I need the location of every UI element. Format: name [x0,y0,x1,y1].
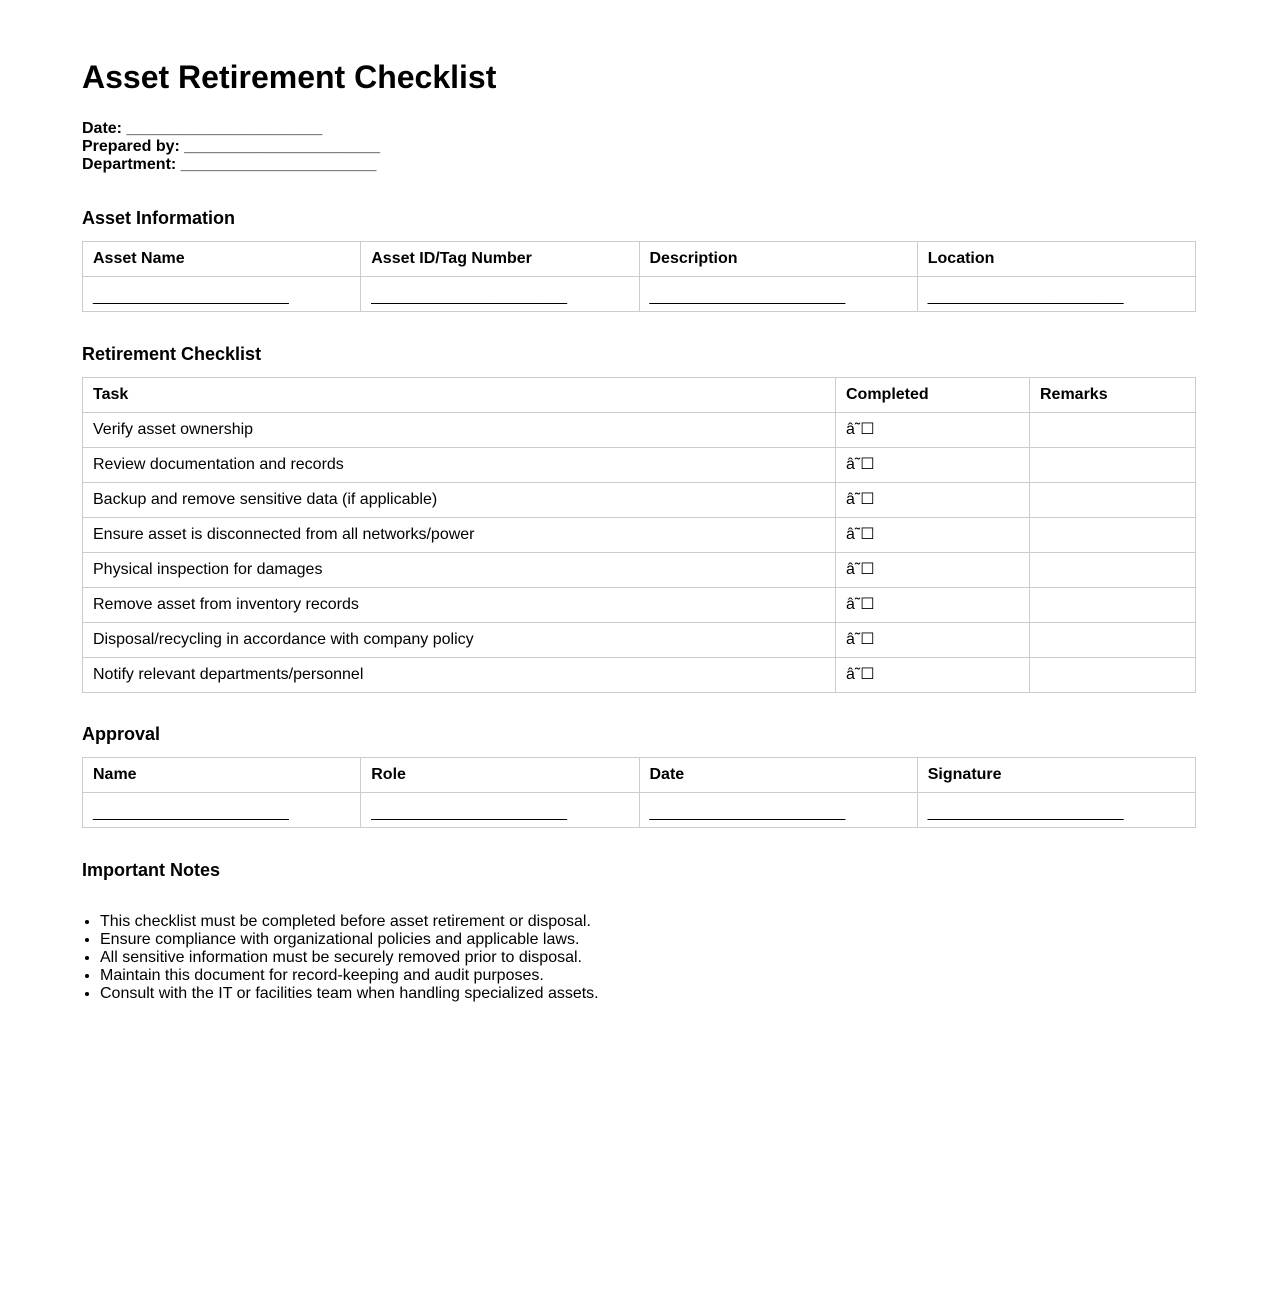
list-item: • Ensure compliance with organizational policies and applicable laws. [100,931,1196,949]
task-cell: Review documentation and records [83,448,836,483]
table-row [83,483,1196,518]
column-header: Asset ID/Tag Number [361,242,639,277]
table-row [83,658,1196,693]
blank-line[interactable]: ______________________ [927,804,1124,821]
task-cell: Notify relevant departments/personnel [83,658,836,693]
completed-checkbox[interactable]: â˜☐ [836,483,1030,518]
table-cell[interactable] [639,793,917,828]
list-item: • This checklist must be completed before asset retirement or disposal. [100,913,1196,931]
remarks-cell[interactable] [1030,483,1196,518]
page-title: Asset Retirement Checklist [82,59,497,95]
meta-department-field[interactable]: ______________________ [180,156,377,173]
blank-line[interactable]: ______________________ [649,288,846,305]
checklist-table [82,377,1196,693]
remarks-cell[interactable] [1030,518,1196,553]
completed-checkbox[interactable]: â˜☐ [836,553,1030,588]
table-row [83,623,1196,658]
completed-checkbox[interactable]: â˜☐ [836,413,1030,448]
task-cell: Ensure asset is disconnected from all networks/power [83,518,836,553]
column-header: Asset Name [83,242,361,277]
remarks-cell[interactable] [1030,448,1196,483]
column-header: Location [917,242,1195,277]
notes-list [82,913,1196,1003]
list-item: • All sensitive information must be securely removed prior to disposal. [100,949,1196,967]
task-cell: Physical inspection for damages [83,553,836,588]
meta-date-label: Date: [82,120,123,137]
blank-line[interactable]: ______________________ [649,804,846,821]
asset-info-heading: Asset Information [82,208,236,228]
table-row [83,413,1196,448]
blank-line[interactable]: ______________________ [371,288,568,305]
task-cell: Verify asset ownership [83,413,836,448]
table-header-row [83,758,1196,793]
remarks-cell[interactable] [1030,553,1196,588]
completed-checkbox[interactable]: â˜☐ [836,658,1030,693]
column-header: Name [83,758,361,793]
meta-prepared-by-label: Prepared by: [82,138,180,155]
meta-prepared-by [82,138,1196,156]
remarks-cell[interactable] [1030,413,1196,448]
list-item: • Maintain this document for record-keeping and audit purposes. [100,967,1196,985]
table-cell[interactable] [361,793,639,828]
blank-line[interactable]: ______________________ [93,804,289,821]
document-meta [82,120,1196,174]
completed-checkbox[interactable]: â˜☐ [836,623,1030,658]
table-header-row [83,378,1196,413]
table-cell[interactable] [639,277,917,312]
table-cell[interactable] [83,277,361,312]
list-item: • Consult with the IT or facilities team when handling specialized assets. [100,985,1196,1003]
meta-department [82,156,1196,174]
table-cell[interactable] [361,277,639,312]
table-header-row [83,242,1196,277]
notes-heading: Important Notes [82,860,221,880]
task-cell: Disposal/recycling in accordance with company policy [83,623,836,658]
task-cell: Remove asset from inventory records [83,588,836,623]
completed-checkbox[interactable]: â˜☐ [836,518,1030,553]
meta-date-field[interactable]: ______________________ [126,120,323,137]
checklist-heading: Retirement Checklist [82,344,262,364]
remarks-cell[interactable] [1030,623,1196,658]
remarks-cell[interactable] [1030,658,1196,693]
meta-department-label: Department: [82,156,177,173]
asset-info-table [82,241,1196,312]
column-header: Signature [917,758,1195,793]
column-header: Role [361,758,639,793]
approval-heading: Approval [82,724,161,744]
table-cell[interactable] [83,793,361,828]
table-cell[interactable] [917,793,1195,828]
meta-date [82,120,1196,138]
blank-line[interactable]: ______________________ [371,804,568,821]
table-row [83,277,1196,312]
column-header: Task [83,378,836,413]
column-header: Completed [836,378,1030,413]
meta-prepared-by-field[interactable]: ______________________ [184,138,381,155]
table-row [83,448,1196,483]
remarks-cell[interactable] [1030,588,1196,623]
completed-checkbox[interactable]: â˜☐ [836,588,1030,623]
completed-checkbox[interactable]: â˜☐ [836,448,1030,483]
table-row [83,518,1196,553]
table-cell[interactable] [917,277,1195,312]
blank-line[interactable]: ______________________ [927,288,1124,305]
approval-table [82,757,1196,828]
table-row [83,588,1196,623]
table-row [83,793,1196,828]
task-cell: Backup and remove sensitive data (if applicable) [83,483,836,518]
column-header: Remarks [1030,378,1196,413]
column-header: Date [639,758,917,793]
blank-line[interactable]: ______________________ [93,288,289,305]
column-header: Description [639,242,917,277]
table-row [83,553,1196,588]
